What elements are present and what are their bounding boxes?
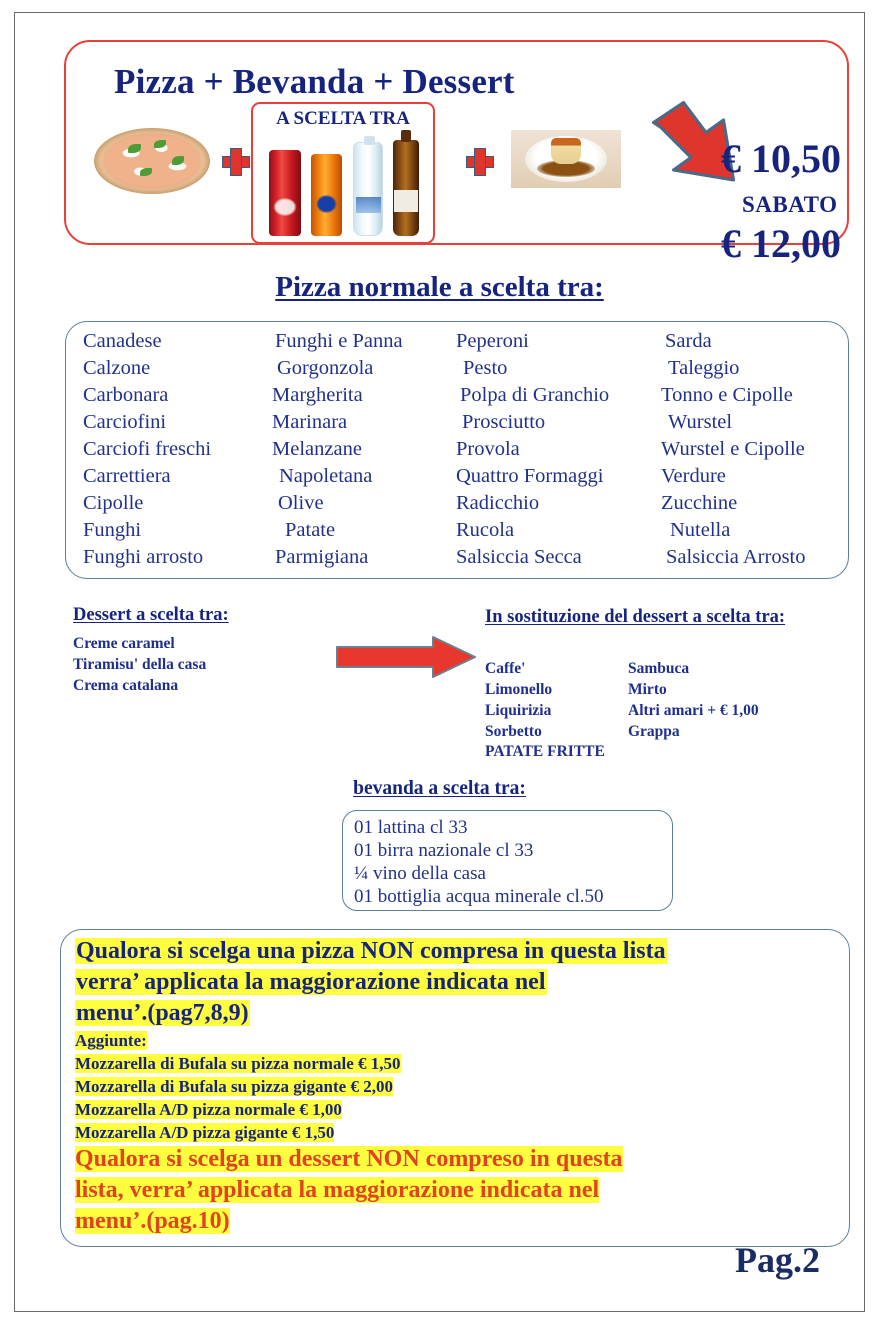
pizza-item: Carbonara xyxy=(83,384,169,406)
pizza-item: Patate xyxy=(285,519,336,541)
right-arrow-icon xyxy=(335,635,477,679)
cola-can-image xyxy=(269,150,301,236)
additions-block xyxy=(75,1029,837,1144)
substitution-item: Sambuca xyxy=(628,660,690,677)
pizza-item: Wurstel xyxy=(668,411,733,433)
beer-bottle-image xyxy=(393,140,419,236)
beverage-item: 01 lattina cl 33 xyxy=(354,817,468,838)
drinks-choice-label: A SCELTA TRA xyxy=(276,108,410,129)
pizza-item: Radicchio xyxy=(456,492,540,514)
promo-title: Pizza + Bevanda + Dessert xyxy=(114,62,515,101)
addition-item: Mozzarella di Bufala su pizza normale € 1,50 xyxy=(75,1054,401,1073)
pizza-item: Margherita xyxy=(272,384,363,406)
plus-icon-2 xyxy=(466,148,492,174)
dessert-item: Tiramisu' della casa xyxy=(73,656,207,673)
addition-item: Mozzarella A/D pizza normale € 1,00 xyxy=(75,1100,342,1119)
pizza-item: Parmigiana xyxy=(275,546,369,568)
pizza-item: Verdure xyxy=(661,465,726,487)
substitution-item: Grappa xyxy=(628,723,680,740)
beverage-item: ¼ vino della casa xyxy=(354,863,486,884)
note-line: lista, verra’ applicata la maggiorazione indicata nel xyxy=(75,1177,600,1203)
pizza-item: Salsiccia Arrosto xyxy=(666,546,806,568)
substitution-section-heading: In sostituzione del dessert a scelta tra: xyxy=(485,607,786,627)
note-line: Qualora si scelga un dessert NON compreso in questa xyxy=(75,1146,623,1172)
pizza-item: Marinara xyxy=(272,411,348,433)
pizza-item: Cipolle xyxy=(83,492,144,514)
pizza-column-4 xyxy=(656,328,850,571)
substitution-item: Caffe' xyxy=(485,660,526,677)
pizza-section-heading: Pizza normale a scelta tra: xyxy=(275,271,604,303)
note-line: menu’.(pag.10) xyxy=(75,1208,230,1234)
pizza-item: Tonno e Cipolle xyxy=(661,384,793,406)
pizza-item: Prosciutto xyxy=(462,411,546,433)
substitution-grid xyxy=(485,658,825,742)
pizza-column-1 xyxy=(66,328,261,571)
substitution-item: Altri amari + € 1,00 xyxy=(628,702,759,719)
plus-icon-1 xyxy=(222,148,248,174)
notes-content xyxy=(75,936,837,1237)
pizza-item: Salsiccia Secca xyxy=(456,546,582,568)
pizza-column-2 xyxy=(261,328,446,571)
pizza-item: Rucola xyxy=(456,519,515,541)
flan-shape xyxy=(551,138,581,164)
menu-page xyxy=(14,12,865,1312)
pizza-list-box xyxy=(65,321,849,579)
addition-item: Mozzarella di Bufala su pizza gigante € 2,00 xyxy=(75,1077,393,1096)
dessert-photo xyxy=(511,130,621,188)
pizza-item: Olive xyxy=(278,492,324,514)
pizza-item: Polpa di Granchio xyxy=(460,384,610,406)
pizza-item: Canadese xyxy=(83,330,162,352)
addition-item: Mozzarella A/D pizza gigante € 1,50 xyxy=(75,1123,335,1142)
pizza-item: Peperoni xyxy=(456,330,529,352)
dessert-item: Creme caramel xyxy=(73,635,175,652)
pizza-item: Funghi e Panna xyxy=(275,330,403,352)
notes-box xyxy=(60,929,850,1247)
beverage-list xyxy=(354,816,604,908)
pizza-item: Quattro Formaggi xyxy=(456,465,604,487)
pizza-item: Carrettiera xyxy=(83,465,171,487)
pizza-item: Gorgonzola xyxy=(277,357,374,379)
substitution-item: Liquirizia xyxy=(485,702,552,719)
pizza-item: Provola xyxy=(456,438,520,460)
pizza-item: Sarda xyxy=(665,330,712,352)
dessert-item: Crema catalana xyxy=(73,677,179,694)
note-line: menu’.(pag7,8,9) xyxy=(76,1000,249,1026)
drinks-choice-box xyxy=(251,102,435,244)
promo-banner xyxy=(64,40,849,266)
pizza-photo xyxy=(88,120,216,200)
substitution-item: Limonello xyxy=(485,681,553,698)
additions-label: Aggiunte: xyxy=(75,1031,147,1050)
substitution-extra-item: PATATE FRITTE xyxy=(485,743,605,760)
pizza-item: Napoletana xyxy=(279,465,373,487)
dessert-list xyxy=(73,633,206,696)
substitution-item: Sorbetto xyxy=(485,723,542,740)
sabato-label: SABATO xyxy=(742,192,838,217)
dessert-section-heading: Dessert a scelta tra: xyxy=(73,605,229,625)
pizza-item: Melanzane xyxy=(272,438,362,460)
beverage-item: 01 bottiglia acqua minerale cl.50 xyxy=(354,886,604,907)
pizza-list-grid xyxy=(66,328,850,571)
pizza-item: Taleggio xyxy=(668,357,740,379)
pizza-item: Zucchine xyxy=(661,492,738,514)
price-main: € 10,50 xyxy=(721,136,841,181)
fanta-can-image xyxy=(311,154,342,236)
substitution-item: Mirto xyxy=(628,681,667,698)
pizza-item: Nutella xyxy=(670,519,731,541)
pizza-surcharge-note xyxy=(75,936,837,1029)
pizza-image-disc xyxy=(94,128,210,194)
pizza-item: Funghi arrosto xyxy=(83,546,204,568)
pizza-column-3 xyxy=(446,328,656,571)
note-line: Qualora si scelga una pizza NON compresa in questa lista xyxy=(76,938,666,964)
pizza-item: Pesto xyxy=(463,357,508,379)
beverage-item: 01 birra nazionale cl 33 xyxy=(354,840,534,861)
note-line: verra’ applicata la maggiorazione indicata nel xyxy=(76,969,546,995)
beverage-section-heading: bevanda a scelta tra: xyxy=(353,778,526,799)
beverage-list-box xyxy=(342,810,673,911)
drink-images xyxy=(261,136,429,240)
pizza-item: Wurstel e Cipolle xyxy=(661,438,805,460)
page-number: Pag.2 xyxy=(735,1240,820,1280)
pizza-item: Carciofini xyxy=(83,411,167,433)
price-sabato: € 12,00 xyxy=(721,221,841,266)
water-bottle-image xyxy=(353,142,383,236)
dessert-surcharge-note xyxy=(75,1144,837,1237)
pizza-item: Calzone xyxy=(83,357,151,379)
pizza-item: Funghi xyxy=(83,519,142,541)
pizza-item: Carciofi freschi xyxy=(83,438,212,460)
